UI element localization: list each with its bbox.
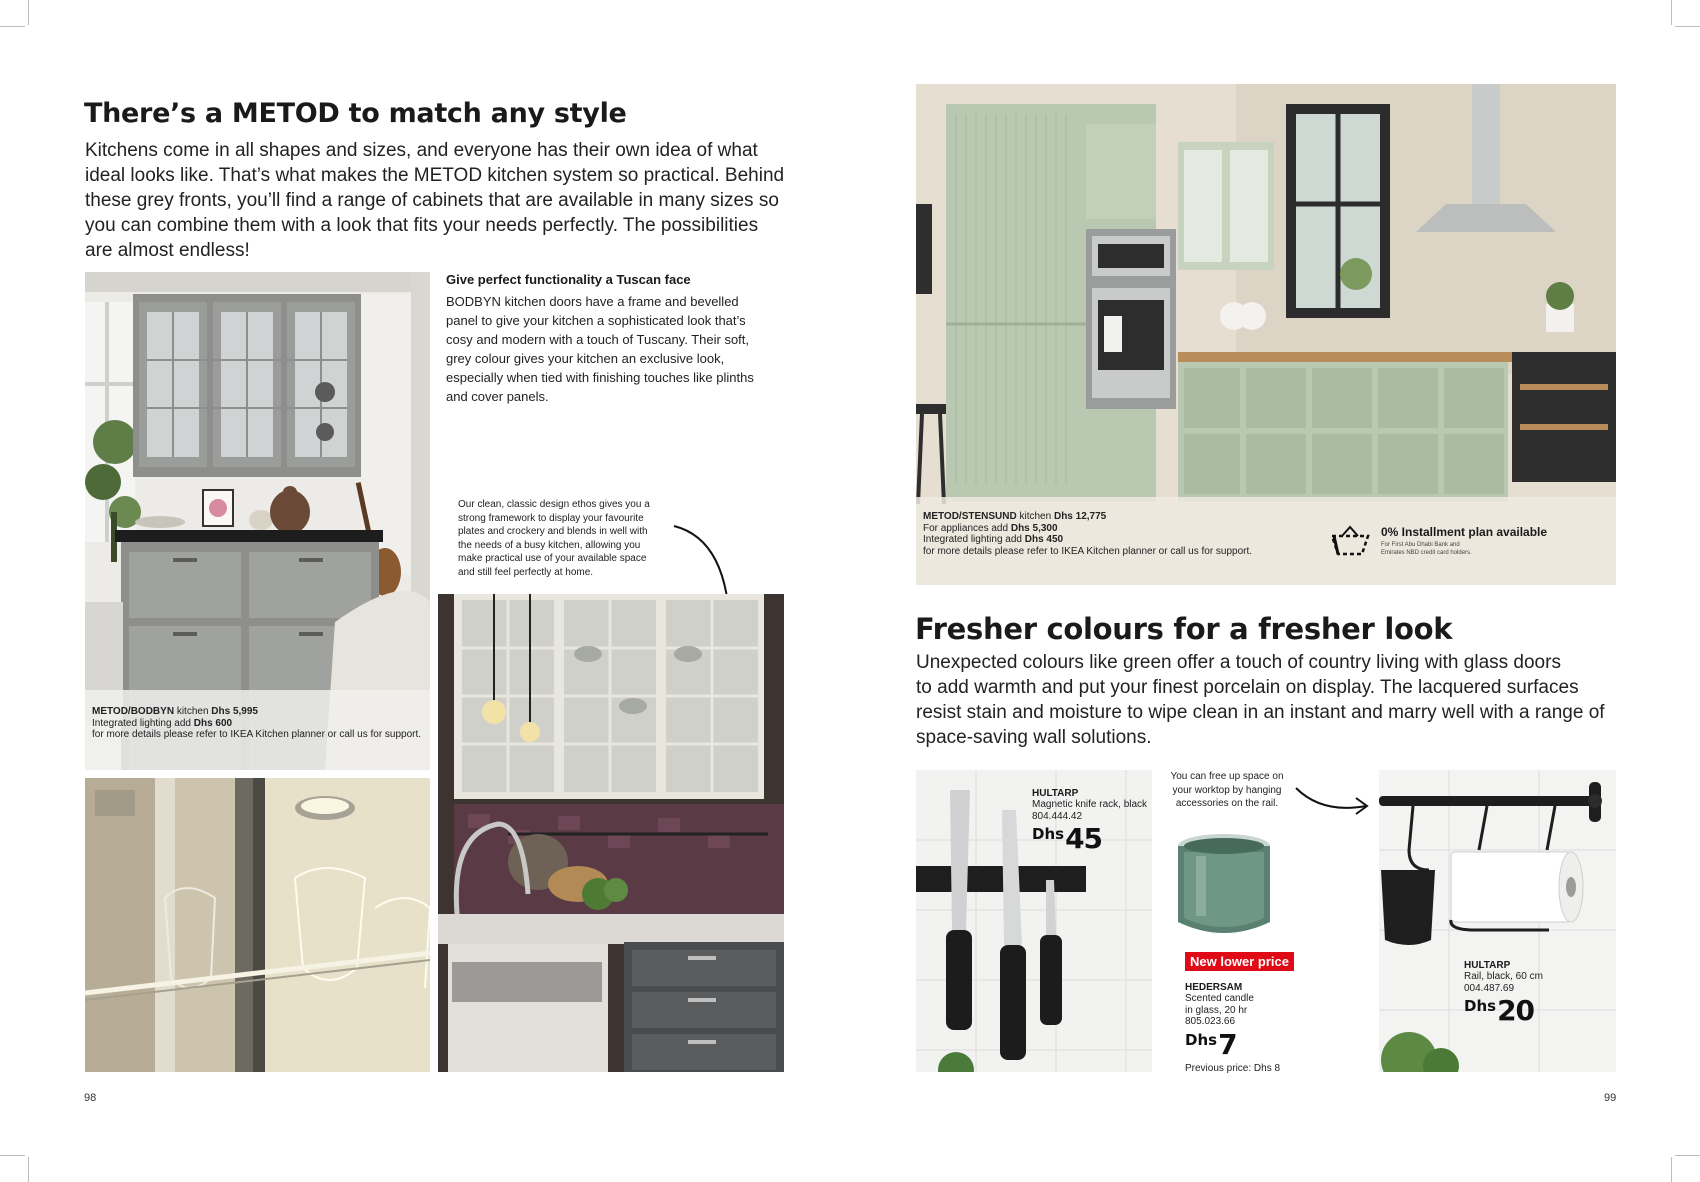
- feature-line: grey colour gives your kitchen an exclusive look,: [446, 351, 725, 366]
- product-price: [1464, 994, 1604, 1027]
- right-intro: [916, 650, 1656, 750]
- intro-line: Unexpected colours like green offer a touch of country living with glass doors: [916, 652, 1561, 673]
- installment-note-line: Emirates NBD credit card holders.: [1381, 550, 1472, 556]
- product-price: [1032, 822, 1162, 855]
- kitchen-label: kitchen: [174, 706, 212, 717]
- installment-note: [1381, 541, 1616, 557]
- note-line: Our clean, classic design ethos gives you a: [458, 499, 650, 510]
- crop-mark: [1675, 26, 1700, 27]
- wine-glass-illustration: [85, 778, 430, 1072]
- crop-mark: [1675, 1155, 1700, 1156]
- crop-mark: [28, 0, 29, 25]
- note-line: and still feel perfectly at home.: [458, 566, 594, 578]
- lighting-label: Integrated lighting add: [923, 534, 1025, 545]
- product-description: in glass, 20 hr: [1185, 1004, 1248, 1016]
- previous-price: Previous price: Dhs 8: [1185, 1062, 1281, 1074]
- installment-block: [1381, 525, 1616, 557]
- note-line: strong framework to display your favourite: [458, 512, 644, 524]
- price-currency: Dhs: [1032, 825, 1065, 843]
- kitchen-name: METOD/STENSUND: [923, 511, 1017, 522]
- kitchen-name: METOD/BODBYN: [92, 706, 175, 717]
- feature-block: [446, 272, 791, 406]
- glass-cabinet-photo: [438, 594, 784, 1072]
- feature-title: Give perfect functionality a Tuscan face: [446, 272, 691, 287]
- product-article: 805.023.66: [1185, 1016, 1236, 1027]
- grey-kitchen-photo: [85, 272, 430, 770]
- intro-line: these grey fronts, you’ll find a range of cabinets that are available in many sizes so: [85, 190, 779, 211]
- section-title: Fresher colours for a fresher look: [915, 612, 1453, 646]
- crop-mark: [28, 1157, 29, 1182]
- lighting-label: Integrated lighting add: [92, 717, 194, 729]
- caption-appliances-line: [923, 523, 1343, 535]
- crop-mark: [0, 26, 25, 27]
- product-article: 804.444.42: [1032, 810, 1083, 822]
- pointer-arrow-icon: [1292, 782, 1372, 822]
- price-value: 45: [1065, 822, 1103, 855]
- rail-note-line: accessories on the rail.: [1175, 798, 1279, 809]
- rail-note: [1160, 770, 1294, 811]
- price-currency: Dhs: [1464, 997, 1497, 1015]
- rail-note-line: your worktop by hanging: [1172, 784, 1282, 796]
- candle-info: [1185, 982, 1305, 1074]
- kitchen-price: Dhs 5,995: [211, 706, 258, 717]
- product-name: HULTARP: [1464, 960, 1511, 971]
- kitchen-caption-right: [923, 511, 1343, 557]
- crop-mark: [0, 1155, 25, 1156]
- appliances-price: Dhs 5,300: [1010, 522, 1058, 534]
- left-intro: [85, 138, 805, 263]
- installment-note-line: For First Abu Dhabi Bank and: [1381, 542, 1460, 548]
- glass-cabinet-illustration: [438, 594, 784, 1072]
- caption-details: for more details please refer to IKEA Kitchen planner or call us for support.: [923, 545, 1253, 557]
- lighting-price: Dhs 450: [1024, 534, 1064, 545]
- design-note: [458, 498, 678, 579]
- basket-icon: [1328, 524, 1372, 558]
- feature-line: cosy and modern with a touch of Tuscany. Their soft,: [446, 332, 750, 347]
- crop-mark: [1671, 1157, 1672, 1182]
- wine-glass-photo: [85, 778, 430, 1072]
- feature-line: panel to give your kitchen a sophisticated look that’s: [446, 313, 746, 328]
- appliances-label: For appliances add: [923, 522, 1011, 534]
- intro-line: you can combine them with a look that fits your needs perfectly. The possibilities: [85, 215, 759, 236]
- price-value: 20: [1497, 994, 1535, 1027]
- right-page-header: [915, 612, 1655, 646]
- caption-lighting-line: [92, 718, 427, 730]
- price-value: 7: [1218, 1027, 1237, 1061]
- crop-mark: [1671, 0, 1672, 25]
- caption-details: for more details please refer to IKEA Kitchen planner or call us for support.: [92, 729, 422, 740]
- product-name: HEDERSAM: [1185, 982, 1243, 993]
- price-currency: Dhs: [1185, 1030, 1218, 1049]
- note-line: plates and crockery and blends in well with: [458, 526, 648, 537]
- candle-jar-icon: [1174, 832, 1274, 940]
- note-line: make practical use of your available space: [458, 553, 647, 564]
- sage-kitchen-photo: [916, 84, 1616, 585]
- product-description: Magnetic knife rack, black: [1032, 799, 1148, 810]
- kitchen-caption-left: [92, 706, 427, 741]
- feature-line: especially when tied with finishing touches like plinths: [446, 370, 754, 385]
- feature-body: [446, 292, 791, 406]
- caption-lighting-line: [923, 534, 1343, 546]
- intro-line: to add warmth and put your finest porcelain on display. The lacquered surfaces: [916, 677, 1579, 698]
- product-description: Scented candle: [1185, 993, 1254, 1004]
- product-price: [1185, 1028, 1305, 1061]
- lighting-price: Dhs 600: [193, 717, 233, 729]
- intro-line: resist stain and moisture to wipe clean in an instant and marry well with a range of: [916, 702, 1605, 723]
- product-article: 004.487.69: [1464, 982, 1515, 994]
- product-description: Rail, black, 60 cm: [1464, 971, 1543, 982]
- kitchen-price: Dhs 12,775: [1053, 511, 1107, 522]
- page-number-right: 99: [1604, 1092, 1617, 1104]
- caption-price-line: [923, 511, 1343, 523]
- intro-line: ideal looks like. That’s what makes the METOD kitchen system so practical. Behind: [85, 165, 785, 186]
- intro-line: space-saving wall solutions.: [916, 727, 1152, 748]
- page-title: There’s a METOD to match any style: [84, 98, 627, 129]
- feature-line: and cover panels.: [446, 389, 549, 404]
- feature-line: BODBYN kitchen doors have a frame and bevelled: [446, 294, 739, 309]
- product-name: HULTARP: [1032, 788, 1079, 799]
- note-line: the needs of a busy kitchen, allowing you: [458, 539, 641, 551]
- rail-info: [1464, 960, 1604, 1027]
- intro-line: Kitchens come in all shapes and sizes, and everyone has their own idea of what: [85, 140, 758, 161]
- new-lower-price-badge: New lower price: [1185, 952, 1294, 971]
- caption-price-line: [92, 706, 427, 718]
- intro-line: are almost endless!: [85, 240, 250, 261]
- knife-rack-info: [1032, 788, 1162, 855]
- kitchen-label: kitchen: [1016, 511, 1054, 522]
- page-number-left: 98: [84, 1092, 97, 1104]
- rail-note-line: You can free up space on: [1170, 771, 1284, 782]
- left-page-header: [84, 98, 804, 129]
- installment-title: 0% Installment plan available: [1381, 525, 1548, 539]
